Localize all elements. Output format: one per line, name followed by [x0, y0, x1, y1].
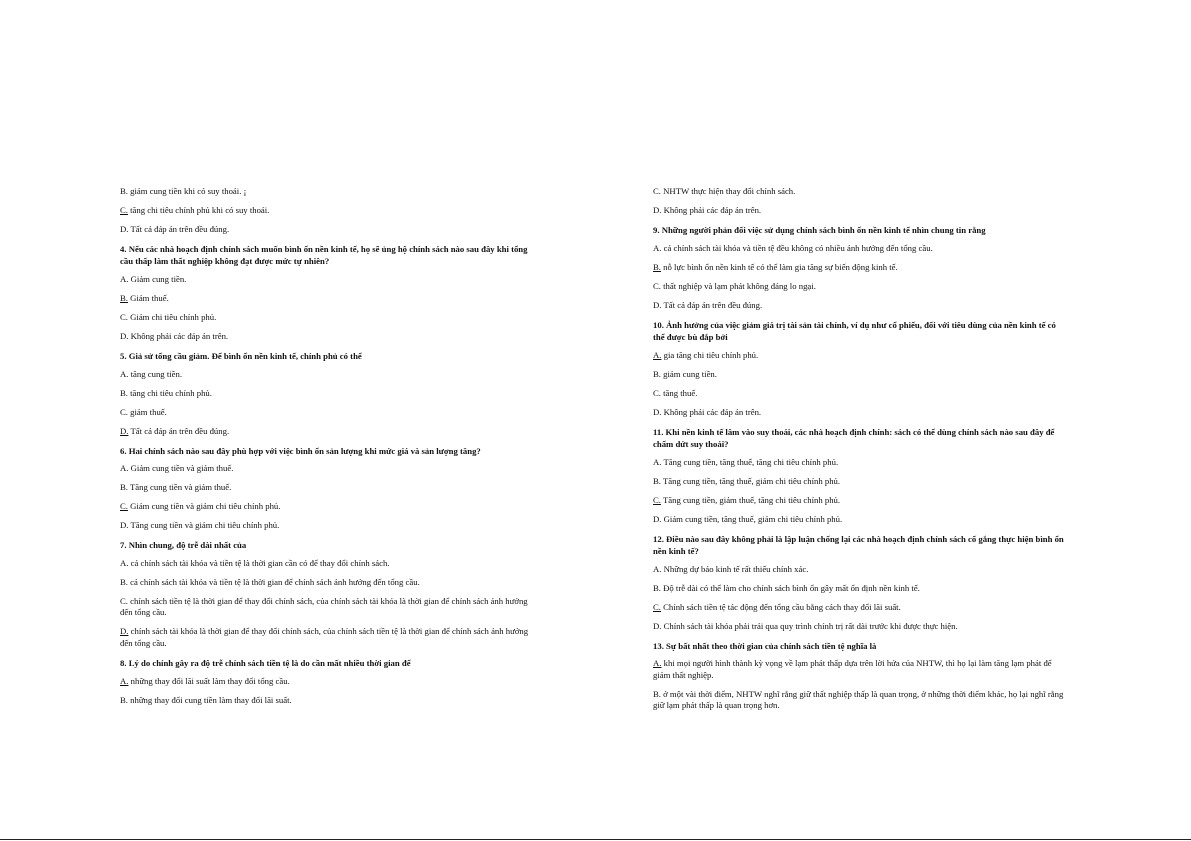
answer-option	[120, 520, 532, 531]
option-text: Những dự báo kinh tế rất thiếu chính xác.	[661, 563, 809, 574]
option-text: Giảm thuế.	[127, 292, 169, 303]
option-text: cả chính sách tài khóa và tiền tệ đều không có nhiều ảnh hưởng đến tổng cầu.	[661, 242, 933, 253]
answer-option-correct	[120, 205, 532, 216]
option-text: Không phải các đáp án trên.	[661, 406, 762, 417]
option-text: Chính sách tài khóa phải trải qua quy trình chính trị rất dài trước khi được thực hiện.	[661, 620, 958, 631]
option-letter: B.	[120, 694, 128, 705]
option-letter: D.	[653, 513, 662, 524]
question-title: 9. Những người phản đối việc sử dụng chính sách bình ổn nền kinh tế nhìn chung tin rằng	[653, 225, 986, 235]
option-letter: C.	[120, 311, 128, 322]
question-title: 12. Điều nào sau đây không phải là lập luận chống lại các nhà hoạch định chính sách cố gắng thực hiện bình ổn nền kinh tế?	[653, 533, 1064, 556]
answer-option	[120, 482, 532, 493]
answer-option	[653, 689, 1065, 712]
option-text: tăng thuế.	[660, 387, 698, 398]
option-letter: C.	[120, 501, 128, 512]
option-letter: B.	[653, 688, 661, 699]
option-letter: B.	[120, 292, 128, 303]
option-letter: D.	[120, 425, 129, 436]
option-text: Giảm cung tiền và giảm chi tiêu chính phủ.	[127, 501, 281, 512]
answer-option	[120, 558, 532, 569]
option-letter: C.	[653, 280, 661, 291]
option-letter: A.	[653, 563, 662, 574]
option-text: Tăng cung tiền, giảm thuế, tăng chi tiêu chính phủ.	[660, 494, 841, 505]
option-letter: D.	[120, 224, 129, 234]
answer-option-correct	[120, 626, 532, 649]
answer-option-correct	[120, 426, 532, 437]
option-text: Tăng cung tiền, tăng thuế, tăng chi tiêu chính phủ.	[661, 456, 839, 467]
answer-option	[653, 476, 1065, 487]
answer-option	[653, 514, 1065, 525]
option-text: Không phải các đáp án trên.	[128, 330, 229, 341]
question-title: 6. Hai chính sách nào sau đây phù hợp với việc bình ổn sản lượng khi mức giá và sản lượng tăng?	[120, 445, 481, 456]
answer-option	[120, 695, 532, 706]
option-letter: C.	[120, 596, 128, 607]
answer-option-correct	[653, 602, 1065, 613]
option-text: Tăng cung tiền, tăng thuế, giảm chi tiêu chính phủ.	[660, 475, 841, 486]
answer-option-correct	[653, 350, 1065, 361]
option-letter: C.	[653, 494, 661, 505]
option-letter: C.	[653, 186, 661, 196]
answer-option	[653, 583, 1065, 594]
option-text: giảm cung tiền khi có suy thoái. ¡	[127, 186, 247, 196]
option-letter: A.	[653, 456, 662, 467]
option-letter: B.	[120, 387, 128, 398]
option-letter: D.	[653, 205, 662, 215]
answer-option-correct	[120, 676, 532, 687]
option-text: Tất cả đáp án trên đều đúng.	[661, 299, 763, 310]
question-title: 11. Khi nền kinh tế lâm vào suy thoái, các nhà hoạch định chính: sách có thể dùng chính sách nào sau đây để chấm dứt suy thoái?	[653, 426, 1055, 449]
option-text: Tất cả đáp án trên đều đúng.	[128, 224, 230, 234]
option-text: Giảm chi tiêu chính phủ.	[127, 311, 217, 322]
option-letter: C.	[120, 406, 128, 417]
option-text: thất nghiệp và lạm phát không đáng lo ngại.	[660, 280, 816, 291]
answer-option	[653, 281, 1065, 292]
question-title: 4. Nếu các nhà hoạch định chính sách muốn bình ổn nền kinh tế, họ sẽ ủng hộ chính sách nào sau đây khi tổng cầu thấp làm thất nghiệp không đạt được mức tự nhiên?	[120, 244, 528, 267]
option-letter: C.	[653, 601, 661, 612]
answer-option	[653, 300, 1065, 311]
option-letter: A.	[653, 658, 662, 669]
answer-option	[120, 369, 532, 380]
option-text: tăng chi tiêu chính phủ khi có suy thoái.	[127, 205, 270, 215]
answer-option-correct	[653, 262, 1065, 273]
answer-option	[120, 186, 532, 197]
answer-option	[120, 596, 532, 619]
option-text: cả chính sách tài khóa và tiền tệ là thời gian để chính sách ảnh hưởng đến tổng cầu.	[127, 577, 420, 588]
option-text: tăng cung tiền.	[128, 368, 183, 379]
question-title: 10. Ảnh hưởng của việc giảm giá trị tài sản tài chính, ví dụ như cổ phiếu, đối với tiêu dùng của nền kinh tế có thể được bù đắp bởi	[653, 319, 1056, 342]
option-letter: D.	[120, 520, 129, 531]
answer-option	[120, 577, 532, 588]
option-text: Chính sách tiền tệ tác động đến tổng cầu bằng cách thay đổi lãi suất.	[660, 601, 901, 612]
option-letter: D.	[653, 406, 662, 417]
answer-option	[120, 463, 532, 474]
option-text: chính sách tiền tệ là thời gian để thay đổi chính sách, của chính sách tài khóa là thời gian để chính sách ảnh hưởng đến tổng cầu.	[120, 596, 528, 618]
answer-option	[653, 186, 1065, 197]
option-letter: D.	[653, 299, 662, 310]
option-letter: B.	[653, 475, 661, 486]
option-letter: B.	[120, 577, 128, 588]
option-text: những thay đổi cung tiền làm thay đổi lãi suất.	[127, 694, 292, 705]
option-text: Độ trễ dài có thể làm cho chính sách bình ổn gây mất ổn định nền kinh tế.	[660, 582, 920, 593]
option-letter: A.	[120, 558, 129, 569]
option-text: ở một vài thời điểm, NHTW nghĩ rằng giữ thất nghiệp thấp là quan trọng, ở những thời điểm khác, họ lại nghĩ rằng giữ lạm phát thấp là quan trọng hơn.	[653, 688, 1064, 711]
option-letter: B.	[653, 368, 661, 379]
option-letter: C.	[120, 205, 128, 215]
option-letter: A.	[120, 273, 129, 284]
question-title: 5. Giả sử tổng cầu giảm. Để bình ổn nền kinh tế, chính phủ có thể	[120, 350, 362, 361]
answer-option	[120, 331, 532, 342]
option-letter: B.	[653, 582, 661, 593]
answer-option	[653, 205, 1065, 216]
answer-option-correct	[120, 293, 532, 304]
page-bottom-border	[0, 839, 1191, 840]
option-text: chính sách tài khóa là thời gian để thay đổi chính sách, của chính sách tiền tệ là thời gian để chính sách ảnh hưởng đến tổng cầu.	[120, 626, 529, 648]
option-text: giảm thuế.	[127, 406, 167, 417]
option-text: Giảm cung tiền.	[128, 273, 187, 284]
question-title: 8. Lý do chính gây ra độ trễ chính sách tiền tệ là do cần mất nhiều thời gian để	[120, 657, 411, 668]
question-title: 13. Sự bất nhất theo thời gian của chính sách tiền tệ nghĩa là	[653, 640, 877, 651]
option-text: NHTW thực hiện thay đổi chính sách.	[660, 186, 796, 196]
option-text: cả chính sách tài khóa và tiền tệ là thời gian cần có để thay đổi chính sách.	[128, 558, 390, 569]
option-letter: B.	[120, 482, 128, 493]
option-letter: A.	[120, 675, 129, 686]
answer-option	[120, 407, 532, 418]
question-title: 7. Nhìn chung, độ trễ dài nhất của	[120, 540, 247, 551]
option-text: giảm cung tiền.	[660, 368, 717, 379]
option-letter: A.	[120, 463, 129, 474]
option-letter: A.	[120, 368, 129, 379]
answer-option	[653, 457, 1065, 468]
answer-option-correct	[653, 658, 1065, 681]
answer-option	[120, 388, 532, 399]
option-letter: A.	[653, 349, 662, 360]
option-text: Tăng cung tiền và giảm thuế.	[127, 482, 232, 493]
option-text: tăng chi tiêu chính phủ.	[127, 387, 212, 398]
option-letter: B.	[653, 261, 661, 272]
option-letter: D.	[120, 330, 129, 341]
answer-option	[653, 243, 1065, 254]
answer-option	[120, 224, 532, 235]
option-text: Tất cả đáp án trên đều đúng.	[128, 425, 230, 436]
option-text: những thay đổi lãi suất làm thay đổi tổng cầu.	[128, 675, 290, 686]
answer-option	[653, 621, 1065, 632]
option-letter: D.	[653, 620, 662, 631]
option-text: gia tăng chi tiêu chính phủ.	[661, 349, 759, 360]
answer-option-correct	[120, 501, 532, 512]
answer-option	[653, 369, 1065, 380]
right-column	[653, 186, 1065, 719]
option-text: Không phải các đáp án trên.	[661, 205, 762, 215]
option-letter: D.	[120, 626, 129, 637]
option-text: khi mọi người hình thành kỳ vọng về lạm phát thấp dựa trên lời hứa của NHTW, thì họ lại làm tăng lạm phát để giảm thất nghiệp.	[653, 658, 1052, 680]
option-text: Giảm cung tiền, tăng thuế, giảm chi tiêu chính phủ.	[661, 513, 843, 524]
answer-option-correct	[653, 495, 1065, 506]
option-letter: C.	[653, 387, 661, 398]
answer-option	[653, 388, 1065, 399]
option-text: Tăng cung tiền và giảm chi tiêu chính phủ.	[128, 520, 280, 531]
answer-option	[120, 274, 532, 285]
answer-option	[653, 564, 1065, 575]
option-text: Giảm cung tiền và giảm thuế.	[128, 463, 234, 474]
answer-option	[120, 312, 532, 323]
left-column	[120, 186, 532, 714]
answer-option	[653, 407, 1065, 418]
option-text: nỗ lực bình ổn nền kinh tế có thể làm gia tăng sự biến động kinh tế.	[660, 261, 898, 272]
option-letter: A.	[653, 242, 662, 253]
option-letter: B.	[120, 186, 128, 196]
